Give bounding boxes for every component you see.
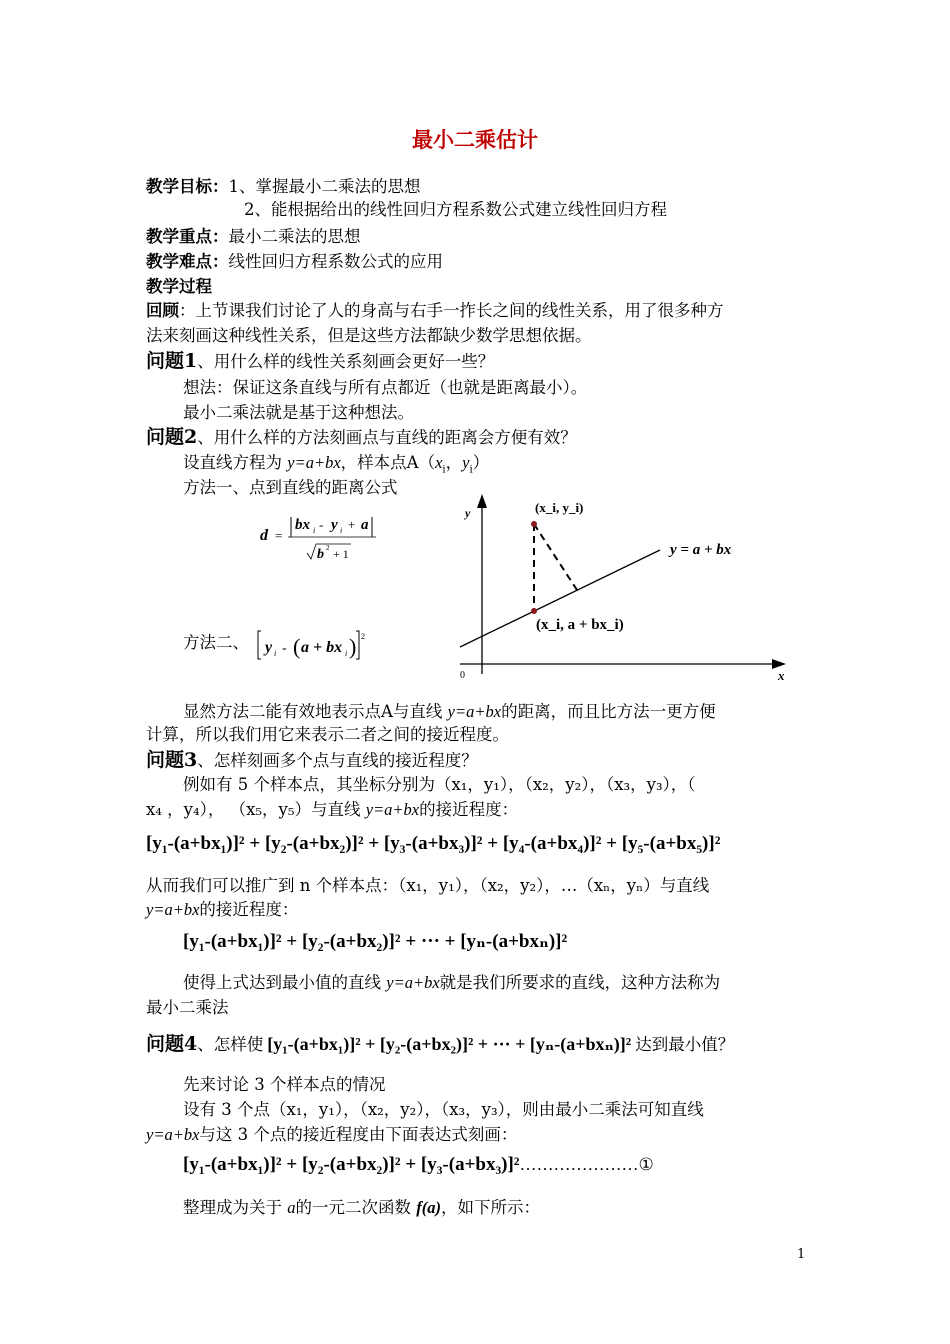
three-point-formula bbox=[183, 1151, 654, 1179]
line-label: y = a + bx bbox=[670, 542, 732, 558]
three-point-formula-text: [y₁-(a+bx₁)]² + [y₂-(a+bx₂)]² + [y₃-(a+bx₃)]² bbox=[183, 1154, 520, 1175]
svg-text:2: 2 bbox=[326, 544, 330, 552]
perpendicular-dashed-line bbox=[534, 524, 577, 590]
q3-text: 、怎样刻画多个点与直线的接近程度？ bbox=[197, 751, 478, 770]
q4-line bbox=[146, 1030, 734, 1058]
q3-line bbox=[146, 749, 478, 772]
svg-text:2: 2 bbox=[361, 632, 365, 641]
difficulty-label: 教学难点： bbox=[146, 252, 229, 271]
q1-basis: 最小二乘法就是基于这种想法。 bbox=[183, 403, 414, 422]
goal-item-2: 2、能根据给出的线性回归方程系数公式建立线性回归方程 bbox=[244, 200, 667, 219]
q3-min-1a: 使得上式达到最小值的直线 bbox=[183, 973, 387, 992]
q2-label: 问题2 bbox=[146, 426, 198, 448]
q4-arrange-c: ，如下所示： bbox=[440, 1198, 540, 1217]
review-text-1: ：上节课我们讨论了人的身高与右手一拃长之间的线性关系，用了很多种方 bbox=[179, 301, 724, 320]
svg-text:-: - bbox=[319, 517, 324, 532]
q3-general-2-eq: y=a+bx bbox=[146, 900, 200, 919]
q2-setup-xi: x bbox=[435, 453, 443, 472]
q2-conclusion-1 bbox=[183, 701, 716, 723]
five-point-formula: [y₁-(a+bx₁)]² + [y₂-(a+bx₂)]² + [y₃-(a+bx₃)]² + [y₄-(a+bx₄)]² + [y₅-(a+bx₅)]² bbox=[146, 833, 721, 854]
q4-three-3-eq: y=a+bx bbox=[146, 1125, 200, 1144]
svg-text:a + bx: a + bx bbox=[301, 639, 343, 656]
svg-text:bx: bx bbox=[295, 517, 310, 533]
q3-general-1: 从而我们可以推广到 n 个样本点：（x₁，y₁），（x₂，y₂），…（xₙ，yₙ）与直线 bbox=[146, 876, 710, 895]
q4-text-a: 、怎样使 bbox=[197, 1035, 264, 1054]
q4-label: 问题4 bbox=[146, 1033, 198, 1055]
q3-min-1-eq: y=a+bx bbox=[386, 973, 440, 992]
equation-marker: …………………① bbox=[519, 1155, 654, 1174]
q2-setup-eq: y=a+bx bbox=[287, 453, 341, 472]
q4-arrange bbox=[183, 1197, 540, 1219]
q4-arrange-a: 整理成为关于 bbox=[183, 1198, 288, 1217]
q4-arrange-b: 的一元二次函数 bbox=[295, 1198, 417, 1217]
q3-example-2 bbox=[146, 799, 518, 821]
q3-min-1 bbox=[183, 972, 720, 994]
svg-text:y: y bbox=[331, 517, 338, 533]
q1-text: 、用什么样的线性关系刻画会更好一些？ bbox=[197, 352, 495, 371]
x-axis-label: x bbox=[778, 668, 785, 683]
q3-general-2 bbox=[146, 899, 298, 921]
q4-three-1: 先来讨论 3 个样本点的情况 bbox=[183, 1075, 386, 1094]
q2-line bbox=[146, 426, 577, 449]
q2-setup-a: 设直线方程为 bbox=[183, 453, 288, 472]
svg-text:+: + bbox=[348, 517, 356, 532]
q4-three-2: 设有 3 个点（x₁，y₁），（x₂，y₂），（x₃，y₃），则由最小二乘法可知直线 bbox=[183, 1100, 704, 1119]
svg-text:i: i bbox=[345, 649, 348, 658]
svg-text:i: i bbox=[313, 526, 316, 535]
q2-setup-sub-i2: i bbox=[469, 464, 473, 476]
q4-arrange-var: a bbox=[287, 1198, 296, 1217]
svg-text:a: a bbox=[361, 517, 369, 533]
key-point-line bbox=[146, 226, 361, 248]
regression-diagram bbox=[452, 490, 802, 688]
n-point-formula: [y₁-(a+bx₁)]² + [y₂-(a+bx₂)]² + ··· + [yₙ-(a+bxₙ)]² bbox=[183, 931, 568, 952]
q2-conclusion-2: 计算，所以我们用它来表示二者之间的接近程度。 bbox=[146, 725, 509, 744]
q4-text-b: 达到最小值？ bbox=[635, 1035, 735, 1054]
q4-inline-formula: [y₁-(a+bx₁)]² + [y₂-(a+bx₂)]² + ··· + [yₙ-(a+bxₙ)]² bbox=[267, 1034, 632, 1054]
q2-method2: 方法二、 bbox=[183, 633, 249, 652]
q3-example-2a: x₄ ，y₄）， （x₅，y₅）与直线 bbox=[146, 800, 366, 819]
q2-setup-b: ，样本点A（ bbox=[340, 453, 436, 472]
q2-method1: 方法一、点到直线的距离公式 bbox=[183, 478, 398, 497]
q4-three-3 bbox=[146, 1124, 517, 1146]
svg-text:y: y bbox=[265, 639, 273, 656]
svg-text:i: i bbox=[340, 526, 343, 535]
review-line-1 bbox=[146, 300, 724, 322]
y-axis-arrow-icon bbox=[477, 494, 487, 508]
goals-line bbox=[146, 176, 421, 198]
difficulty-line bbox=[146, 251, 443, 273]
svg-text:(: ( bbox=[293, 634, 301, 659]
point-bottom-label: (x_i, a + bx_i) bbox=[536, 617, 624, 633]
q2-setup-c: ， bbox=[445, 453, 463, 472]
review-line-2: 法来刻画这种线性关系，但是这些方法都缺少数学思想依据。 bbox=[146, 326, 592, 345]
q2-text: 、用什么样的方法刻画点与直线的距离会方便有效？ bbox=[197, 428, 577, 447]
svg-text:-: - bbox=[282, 641, 287, 656]
page-number: 1 bbox=[797, 1247, 806, 1262]
origin-label: 0 bbox=[460, 670, 465, 681]
review-label: 回顾 bbox=[146, 301, 179, 320]
q3-min-1b: 就是我们所要求的直线，这种方法称为 bbox=[439, 973, 721, 992]
q4-three-3b: 与这 3 个点的接近程度由下面表达式刻画： bbox=[199, 1125, 518, 1144]
q2-setup-d: ） bbox=[472, 453, 490, 472]
goal-item-1: 1、掌握最小二乘法的思想 bbox=[228, 177, 421, 196]
y-axis-label: y bbox=[465, 506, 471, 520]
goals-label: 教学目标： bbox=[146, 177, 229, 196]
q1-label: 问题1 bbox=[146, 350, 198, 372]
q1-line bbox=[146, 350, 494, 373]
svg-text:+ 1: + 1 bbox=[333, 547, 349, 561]
distance-formula bbox=[255, 505, 385, 565]
projected-point bbox=[531, 608, 537, 614]
key-point-text: 最小二乘法的思想 bbox=[228, 227, 361, 246]
q3-min-2: 最小二乘法 bbox=[146, 998, 229, 1017]
point-top-label: (x_i, y_i) bbox=[535, 500, 584, 515]
q3-example-2-eq: y=a+bx bbox=[365, 800, 420, 819]
q3-label: 问题3 bbox=[146, 749, 198, 771]
q4-arrange-fn: f(a) bbox=[416, 1198, 441, 1217]
q3-general-2b: 的接近程度： bbox=[199, 900, 299, 919]
svg-text:i: i bbox=[274, 649, 277, 658]
svg-text:b: b bbox=[317, 547, 324, 562]
sample-point bbox=[531, 521, 537, 527]
q3-example-1: 例如有 5 个样本点，其坐标分别为（x₁，y₁），（x₂，y₂），（x₃，y₃），（ bbox=[183, 775, 696, 794]
q3-example-2b: 的接近程度： bbox=[419, 800, 519, 819]
method2-formula bbox=[255, 625, 370, 665]
q2-conclusion-1-eq: y=a+bx bbox=[447, 702, 502, 721]
q2-conclusion-1b: 的距离，而且比方法一更方便 bbox=[501, 702, 716, 721]
q2-setup-yi: y bbox=[462, 453, 470, 472]
key-point-label: 教学重点： bbox=[146, 227, 229, 246]
q2-setup-sub-i: i bbox=[442, 464, 446, 476]
q1-idea: 想法：保证这条直线与所有点都近（也就是距离最小）。 bbox=[183, 378, 588, 397]
svg-text:): ) bbox=[349, 634, 357, 659]
process-label: 教学过程 bbox=[146, 277, 212, 296]
difficulty-text: 线性回归方程系数公式的应用 bbox=[228, 252, 443, 271]
q2-conclusion-1a: 显然方法二能有效地表示点A与直线 bbox=[183, 702, 448, 721]
svg-text:=: = bbox=[275, 528, 283, 543]
svg-text:d: d bbox=[260, 527, 268, 544]
page-title: 最小二乘估计 bbox=[412, 127, 538, 152]
